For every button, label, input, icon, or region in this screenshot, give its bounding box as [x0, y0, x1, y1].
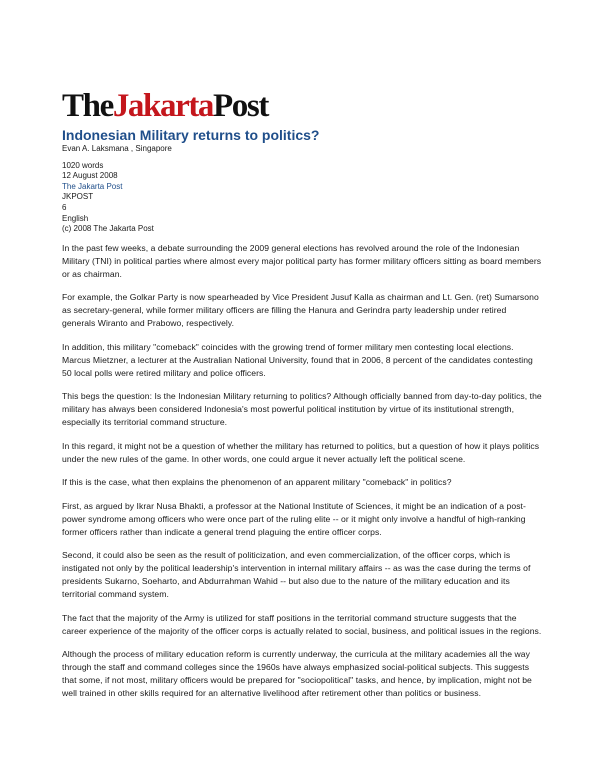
newspaper-logo [62, 88, 542, 124]
paragraph: In the past few weeks, a debate surrounding the 2009 general elections has revolved around the role of the Indonesian Military (TNI) in political parties where almost every major political party has former military officers sitting as board members or as chairman. [62, 242, 542, 279]
word-count: 1020 words [62, 160, 104, 170]
language: English [62, 213, 89, 223]
copyright: (c) 2008 The Jakarta Post [62, 224, 154, 234]
logo-jakarta: Jakarta [112, 88, 214, 124]
paragraph: If this is the case, what then explains the phenomenon of an apparent military "comeback" in politics? [62, 477, 452, 488]
source-code: JKPOST [62, 192, 94, 202]
paragraph: In this regard, it might not be a question of whether the military has returned to politics, but a question of how it plays politics under the new rules of the game. In other words, one could argue it never actually left the political scene. [62, 440, 540, 464]
logo-post: Post [213, 88, 268, 124]
article-page [62, 88, 542, 711]
author-byline: Evan A. Laksmana , Singapore [62, 144, 172, 153]
publication-date: 12 August 2008 [62, 171, 118, 181]
article-title: Indonesian Military returns to politics? [62, 127, 320, 143]
paragraph: This begs the question: Is the Indonesian Military returning to politics? Although officially banned from day-to-day politics, the military has always been considered Indonesia's most powerful political institution by virtue of its institutional strength, especially its territorial command structure. [62, 391, 542, 428]
paragraph: Second, it could also be seen as the result of politicization, and even commercialization, of the officer corps, which is instigated not only by the political leadership's intervention in internal military affairs -- as was the case during the terms of presidents Sukarno, Soeharto, and Abdurrahman Wahid -- but also due to the nature of the military education and its territorial command system. [62, 550, 531, 600]
paragraph: For example, the Golkar Party is now spearheaded by Vice President Jusuf Kalla as chairman and Lt. Gen. (ret) Sumarsono as secretary-general, while former military officers are filling the Hanura and Gerindra party leadership under retired generals Wiranto and Prabowo, respectively. [62, 292, 539, 329]
article-body [62, 242, 542, 701]
paragraph: The fact that the majority of the Army is utilized for staff positions in the territorial command structure suggests that the career experience of the majority of the officer corps is actually related to social, business, and political issues in the regions. [62, 612, 542, 636]
paragraph: First, as argued by Ikrar Nusa Bhakti, a professor at the National Institute of Sciences, it might be an indication of a post-power syndrome among officers who were once part of the ruling elite -- or it might only involve a handful of high-ranking former officers rather than indicate a general trend plaguing the entire officer corps. [62, 500, 526, 537]
logo-the: The [62, 88, 113, 124]
source-link[interactable]: The Jakarta Post [62, 181, 123, 191]
page-number: 6 [62, 202, 67, 212]
paragraph: In addition, this military "comeback" coincides with the growing trend of former military men contesting local elections. Marcus Mietzner, a lecturer at the Australian National University, found that in 2006, 8 percent of the candidates contesting 50 local polls were retired military and police officers. [62, 341, 533, 378]
paragraph: Although the process of military education reform is currently underway, the curricula at the military academies all the way through the staff and command colleges since the 1960s have always emphasized social-political subjects. This suggests that some, if not most, military officers would be prepared for "sociopolitical" tasks, and hence, by implication, might not be well trained in other skills required for an alternative livelihood after retirement other than politics or business. [62, 649, 532, 699]
article-metadata [62, 144, 542, 235]
